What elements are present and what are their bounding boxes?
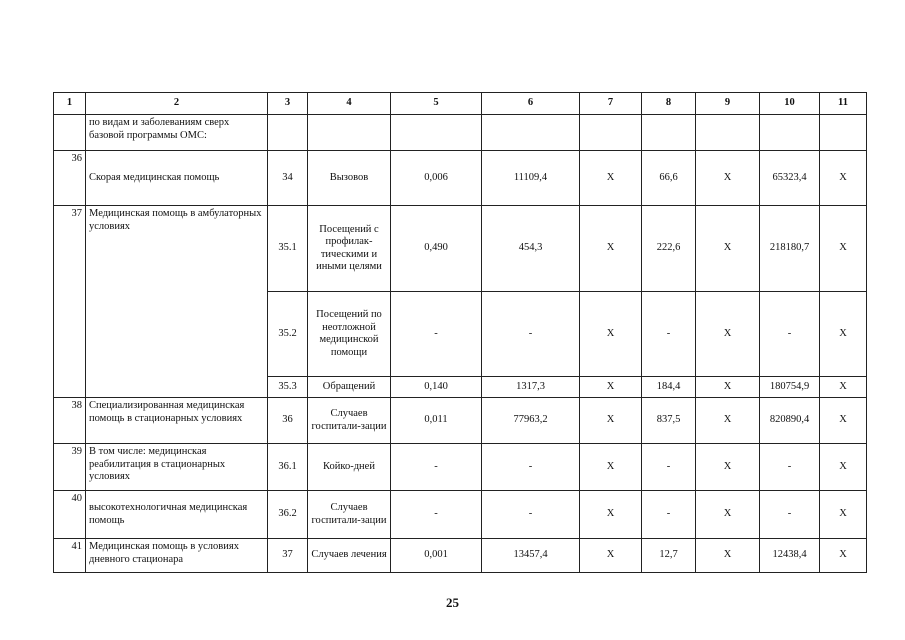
header-cell: 4 <box>308 93 391 115</box>
value-cell: X <box>696 151 760 206</box>
unit-cell: Обращений <box>308 377 391 398</box>
header-cell: 5 <box>391 93 482 115</box>
value-cell: X <box>820 539 867 573</box>
row-number-cell: 39 <box>54 444 86 491</box>
code-cell: 36.2 <box>268 491 308 539</box>
value-cell: 12438,4 <box>760 539 820 573</box>
value-cell: X <box>696 444 760 491</box>
row-number-cell: 41 <box>54 539 86 573</box>
table-row <box>54 206 867 292</box>
value-cell: X <box>696 377 760 398</box>
row-number-cell: 40 <box>54 491 86 539</box>
table-row <box>54 115 867 151</box>
value-cell: - <box>642 292 696 377</box>
code-cell: 37 <box>268 539 308 573</box>
value-cell: - <box>642 444 696 491</box>
header-cell: 7 <box>580 93 642 115</box>
value-cell: 65323,4 <box>760 151 820 206</box>
value-cell: - <box>760 292 820 377</box>
value-cell: 0,011 <box>391 398 482 444</box>
data-table <box>53 92 867 573</box>
unit-cell: Посещений с профилак-тическими и иными целями <box>308 206 391 292</box>
value-cell: 77963,2 <box>482 398 580 444</box>
code-cell: 36 <box>268 398 308 444</box>
value-cell: - <box>760 444 820 491</box>
value-cell: X <box>696 539 760 573</box>
value-cell: X <box>580 491 642 539</box>
unit-cell: Случаев лечения <box>308 539 391 573</box>
unit-cell: Вызовов <box>308 151 391 206</box>
value-cell: X <box>696 206 760 292</box>
value-cell: X <box>580 292 642 377</box>
value-cell: X <box>820 151 867 206</box>
value-cell: 837,5 <box>642 398 696 444</box>
value-cell: - <box>391 491 482 539</box>
header-cell: 9 <box>696 93 760 115</box>
value-cell: X <box>580 206 642 292</box>
code-cell: 34 <box>268 151 308 206</box>
header-cell: 11 <box>820 93 867 115</box>
row-name-cell: В том числе: медицинская реабилитация в стационарных условиях <box>86 444 268 491</box>
value-cell: 11109,4 <box>482 151 580 206</box>
value-cell: 12,7 <box>642 539 696 573</box>
header-cell: 8 <box>642 93 696 115</box>
value-cell: X <box>820 491 867 539</box>
value-cell: 1317,3 <box>482 377 580 398</box>
value-cell: X <box>580 151 642 206</box>
value-cell: - <box>760 491 820 539</box>
value-cell: 180754,9 <box>760 377 820 398</box>
table-row <box>54 491 867 539</box>
row-number-cell: 38 <box>54 398 86 444</box>
code-cell: 35.2 <box>268 292 308 377</box>
row-name-cell: Скорая медицинская помощь <box>86 151 268 206</box>
value-cell: 454,3 <box>482 206 580 292</box>
value-cell: 0,006 <box>391 151 482 206</box>
value-cell: X <box>820 377 867 398</box>
code-cell: 35.1 <box>268 206 308 292</box>
row-number-cell: 36 <box>54 151 86 206</box>
value-cell: X <box>696 292 760 377</box>
value-cell: 218180,7 <box>760 206 820 292</box>
row-name-cell: Специализированная медицинская помощь в стационарных условиях <box>86 398 268 444</box>
value-cell: - <box>482 491 580 539</box>
unit-cell: Койко-дней <box>308 444 391 491</box>
header-cell: 3 <box>268 93 308 115</box>
value-cell: 184,4 <box>642 377 696 398</box>
page-number: 25 <box>446 595 459 610</box>
value-cell: X <box>820 398 867 444</box>
header-cell: 10 <box>760 93 820 115</box>
table-row <box>54 444 867 491</box>
value-cell: 222,6 <box>642 206 696 292</box>
value-cell: X <box>696 398 760 444</box>
unit-cell: Посещений по неотложной медицинской помощи <box>308 292 391 377</box>
row-name-cell: высокотехнологичная медицинская помощь <box>86 491 268 539</box>
header-cell: 2 <box>86 93 268 115</box>
unit-cell: Случаев госпитали-зации <box>308 491 391 539</box>
value-cell: X <box>820 292 867 377</box>
row-name-cell: по видам и заболеваниям сверх базовой программы ОМС: <box>86 115 268 151</box>
value-cell: 66,6 <box>642 151 696 206</box>
value-cell: - <box>642 491 696 539</box>
value-cell: X <box>580 539 642 573</box>
value-cell: 13457,4 <box>482 539 580 573</box>
value-cell: - <box>482 444 580 491</box>
value-cell: 820890,4 <box>760 398 820 444</box>
value-cell: 0,490 <box>391 206 482 292</box>
value-cell: X <box>820 206 867 292</box>
table-row <box>54 151 867 206</box>
value-cell: X <box>580 377 642 398</box>
value-cell: - <box>482 292 580 377</box>
value-cell: 0,001 <box>391 539 482 573</box>
header-cell: 6 <box>482 93 580 115</box>
value-cell: X <box>580 444 642 491</box>
table-row <box>54 539 867 573</box>
row-number-cell <box>54 115 86 151</box>
header-cell: 1 <box>54 93 86 115</box>
header-row <box>54 93 867 115</box>
table-row <box>54 398 867 444</box>
value-cell: X <box>580 398 642 444</box>
row-name-cell: Медицинская помощь в амбулаторных условиях <box>86 206 268 398</box>
value-cell: X <box>696 491 760 539</box>
value-cell: - <box>391 444 482 491</box>
row-name-cell: Медицинская помощь в условиях дневного стационара <box>86 539 268 573</box>
value-cell: 0,140 <box>391 377 482 398</box>
code-cell: 36.1 <box>268 444 308 491</box>
code-cell: 35.3 <box>268 377 308 398</box>
unit-cell: Случаев госпитали-зации <box>308 398 391 444</box>
value-cell: - <box>391 292 482 377</box>
row-number-cell: 37 <box>54 206 86 398</box>
value-cell: X <box>820 444 867 491</box>
